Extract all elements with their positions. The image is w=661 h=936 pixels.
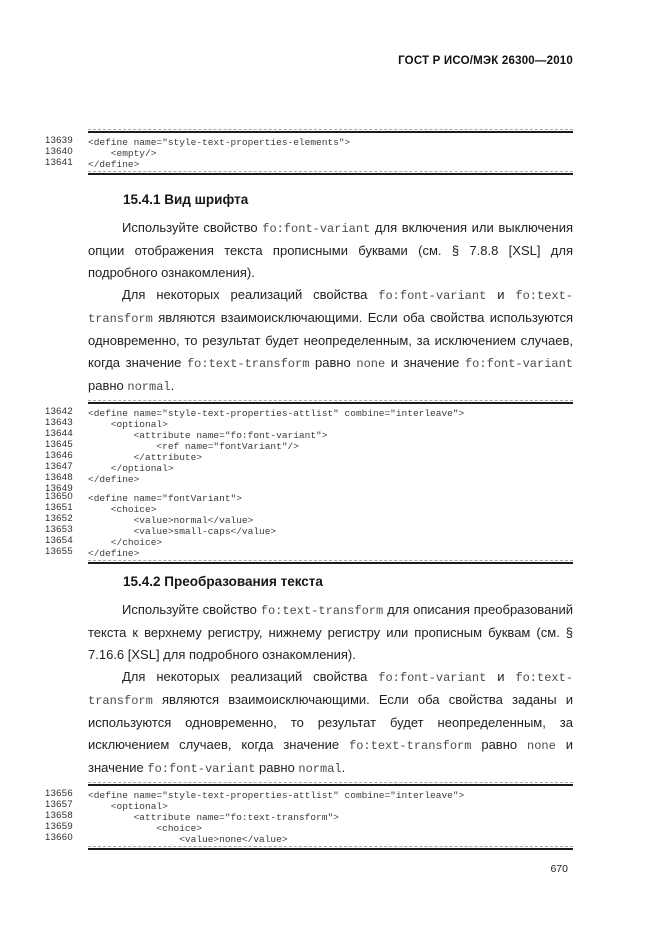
code-text: </choice> (88, 537, 163, 548)
code-line (45, 439, 573, 452)
text-segment: Используйте свойство (122, 220, 263, 235)
code-line (45, 417, 573, 430)
rule-solid-line (88, 173, 573, 175)
text-segment: равно (471, 737, 528, 752)
section-body-15-4-2 (88, 599, 573, 780)
code-text: <define name="style-text-properties-elements"> (88, 137, 351, 148)
line-number: 13654 (45, 535, 73, 546)
code-text: </define> (88, 474, 140, 485)
rule-dash-line (88, 782, 573, 783)
code-text: <attribute name="fo:font-variant"> (88, 430, 328, 441)
horizontal-rule-bottom (88, 846, 573, 850)
code-line (45, 483, 573, 494)
code-text: <value>small-caps</value> (88, 526, 277, 537)
horizontal-rule-bottom (88, 560, 573, 564)
inline-code: fo:font-variant (262, 222, 371, 236)
text-segment: для включения или выключения опции отображения текста прописными буквами (см. § 7.8.8 [XSL] для подробного ознакомления). (88, 220, 573, 280)
line-number: 13655 (45, 546, 73, 557)
line-number: 13648 (45, 472, 73, 483)
page-number: 670 (550, 863, 568, 875)
code-line (45, 450, 573, 463)
inline-code: fo:text-transform (349, 739, 472, 753)
text-segment: являются взаимоисключающими. Если оба свойства используются одновременно, то результат будет неопределенным, за исключением случаев, когда значение (88, 310, 573, 370)
text-segment: являются взаимоисключающими. Если оба свойства заданы и используются одновременно, то результат будет неопределенным, за исключением случаев, когда значение (88, 692, 573, 752)
page-header (88, 54, 573, 68)
code-line (45, 810, 573, 823)
text-segment: Используйте свойство (122, 602, 261, 617)
inline-code: fo:text-transform (186, 357, 310, 371)
code-line (45, 491, 573, 504)
line-number: 13646 (45, 450, 73, 461)
text-segment: Для некоторых реализаций свойства (122, 287, 379, 302)
paragraph (88, 599, 573, 666)
horizontal-rule-bottom (88, 171, 573, 175)
section-heading-15-4-2: 15.4.2 Преобразования текста (123, 574, 323, 589)
line-number: 13642 (45, 406, 73, 417)
inline-code: fo:text-transform (260, 604, 384, 618)
code-text: <choice> (88, 504, 157, 515)
line-number: 13639 (45, 135, 73, 146)
code-line (45, 502, 573, 515)
code-lines (45, 133, 573, 171)
line-number: 13656 (45, 788, 73, 799)
text-segment: Для некоторых реализаций свойства (122, 669, 379, 684)
code-listing-1 (45, 129, 573, 175)
line-number: 13651 (45, 502, 73, 513)
code-text: <optional> (88, 801, 168, 812)
code-text: <attribute name="fo:text-transform"> (88, 812, 339, 823)
paragraph (88, 217, 573, 284)
inline-code: none (356, 357, 386, 371)
text-segment: равно (88, 378, 128, 393)
code-line (45, 821, 573, 834)
code-line (45, 428, 573, 441)
code-text: </attribute> (88, 452, 203, 463)
code-line (45, 513, 573, 526)
text-segment: и (486, 287, 516, 302)
code-line (45, 472, 573, 485)
inline-code: normal (298, 762, 342, 776)
code-listing-3 (45, 782, 573, 850)
line-number: 13644 (45, 428, 73, 439)
section-body-15-4-1 (88, 217, 573, 398)
rule-dash-line (88, 560, 573, 561)
line-number: 13659 (45, 821, 73, 832)
paragraph (88, 666, 573, 780)
code-text: <ref name="fontVariant"/> (88, 441, 299, 452)
inline-code: fo:text-transform (88, 289, 573, 326)
inline-code: fo:font-variant (147, 762, 256, 776)
code-line (45, 135, 573, 148)
text-segment: для описания преобразований текста к верхнему регистру, нижнему регистру или прописным буквам (см. § 7.16.6 [XSL] для подробного ознакомления). (88, 602, 573, 662)
inline-code: fo:font-variant (464, 357, 574, 371)
line-number: 13650 (45, 491, 73, 502)
line-number: 13660 (45, 832, 73, 843)
code-line (45, 146, 573, 159)
rule-dash-line (88, 846, 573, 847)
text-segment: и значение (385, 355, 465, 370)
rule-dash-line (88, 171, 573, 172)
line-number: 13652 (45, 513, 73, 524)
line-number: 13658 (45, 810, 73, 821)
rule-solid-line (88, 562, 573, 564)
code-text: </optional> (88, 463, 174, 474)
code-text: <empty/> (88, 148, 157, 159)
code-line (45, 461, 573, 474)
code-text: </define> (88, 548, 140, 559)
text-segment: равно (255, 760, 299, 775)
code-lines (45, 786, 573, 846)
code-text: </define> (88, 159, 140, 170)
code-line (45, 799, 573, 812)
code-line (45, 406, 573, 419)
line-number: 13653 (45, 524, 73, 535)
inline-code: fo:font-variant (378, 289, 487, 303)
code-line (45, 157, 573, 170)
code-line (45, 535, 573, 548)
text-segment: . (341, 760, 346, 775)
code-text: <define name="style-text-properties-attlist" combine="interleave"> (88, 790, 465, 801)
text-segment: равно (309, 355, 357, 370)
rule-dash-line (88, 129, 573, 130)
section-heading-15-4-1: 15.4.1 Вид шрифта (123, 192, 249, 207)
code-line (45, 546, 573, 559)
text-segment: . (170, 378, 175, 393)
code-lines (45, 404, 573, 560)
line-number: 13641 (45, 157, 73, 168)
code-listing-2 (45, 400, 573, 564)
line-number: 13645 (45, 439, 73, 450)
inline-code: normal (127, 380, 171, 394)
line-number: 13643 (45, 417, 73, 428)
line-number: 13647 (45, 461, 73, 472)
inline-code: fo:text-transform (88, 671, 573, 708)
paragraph (88, 284, 573, 398)
code-line (45, 524, 573, 537)
code-text: <choice> (88, 823, 203, 834)
code-line (45, 832, 573, 845)
rule-solid-line (88, 848, 573, 850)
standard-designation: ГОСТ Р ИСО/МЭК 26300—2010 (398, 55, 573, 67)
code-text: <value>none</value> (88, 834, 288, 845)
code-text: <define name="style-text-properties-attlist" combine="interleave"> (88, 408, 465, 419)
code-text: <optional> (88, 419, 168, 430)
code-line (45, 788, 573, 801)
inline-code: fo:font-variant (378, 671, 487, 685)
rule-dash-line (88, 400, 573, 401)
text-segment: и значение (88, 737, 574, 775)
line-number: 13649 (45, 483, 73, 494)
code-text: <value>normal</value> (88, 515, 254, 526)
line-number: 13657 (45, 799, 73, 810)
inline-code: none (527, 739, 556, 753)
line-number: 13640 (45, 146, 73, 157)
text-segment: и (486, 669, 516, 684)
code-text: <define name="fontVariant"> (88, 493, 242, 504)
